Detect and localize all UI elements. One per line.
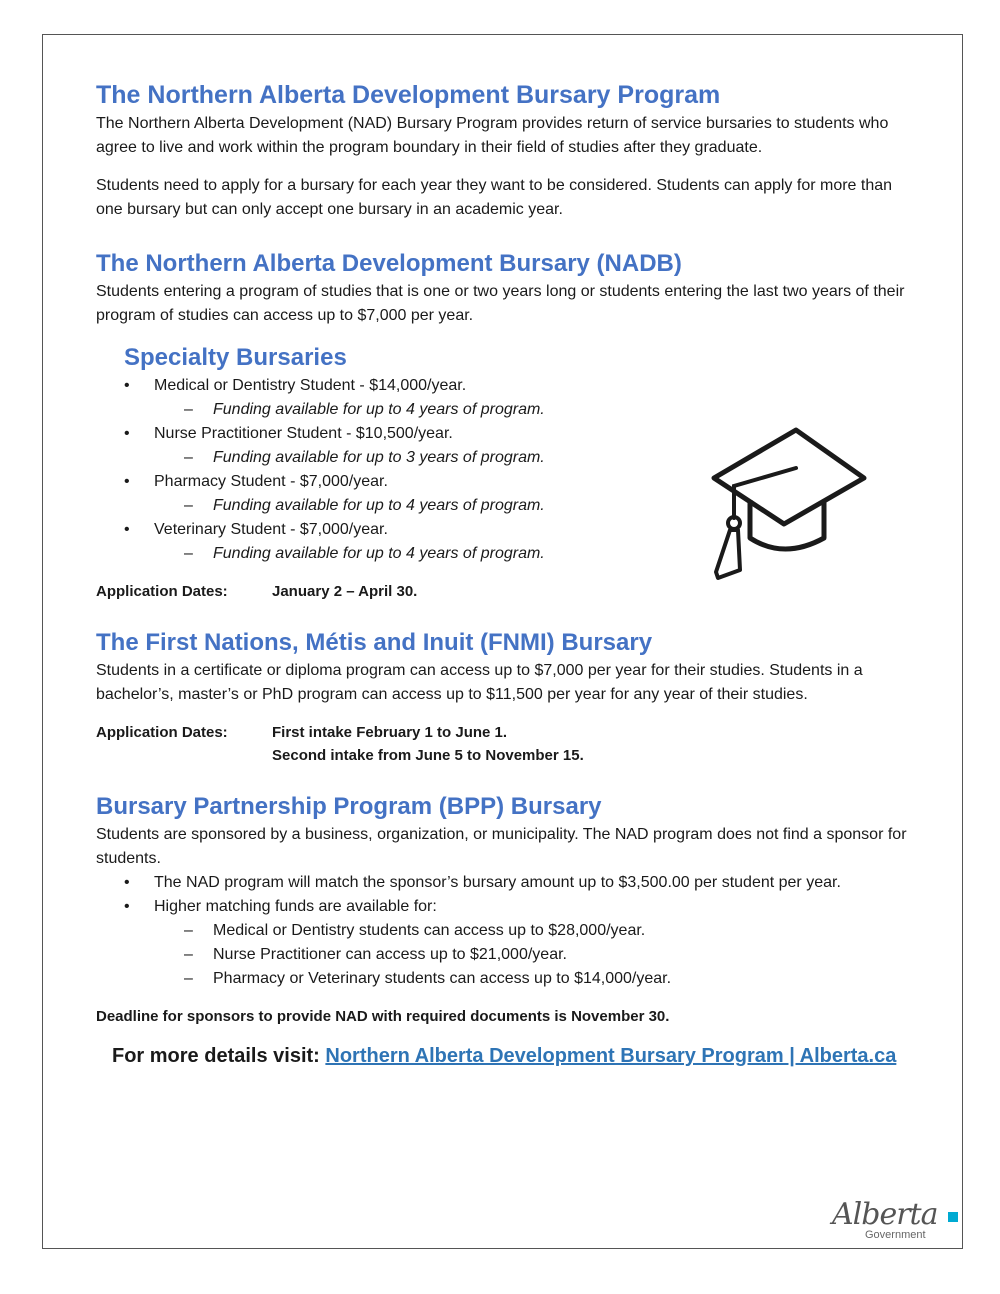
bullet-icon: • bbox=[124, 521, 130, 538]
list-subitem: – Medical or Dentistry students can access up to $28,000/year. bbox=[184, 922, 646, 939]
graduation-cap-icon bbox=[700, 420, 870, 590]
nadb-title: The Northern Alberta Development Bursary (NADB) bbox=[96, 250, 682, 277]
bpp-list bbox=[96, 871, 916, 919]
list-item: • Veterinary Student - $7,000/year. bbox=[96, 518, 916, 542]
fnmi-title: The First Nations, Métis and Inuit (FNMI) Bursary bbox=[96, 629, 653, 656]
list-subitem: – Funding available for up to 4 years of program. bbox=[184, 497, 545, 514]
nadb-description: Students entering a program of studies that is one or two years long or students entering the last two years of their program of studies can access up to $7,000 per year. bbox=[96, 283, 905, 324]
alberta-government-logo: Alberta Government bbox=[832, 1198, 962, 1244]
list-item: • Medical or Dentistry Student - $14,000/year. bbox=[96, 374, 916, 398]
specialty-title: Specialty Bursaries bbox=[124, 344, 347, 371]
details-link[interactable]: Northern Alberta Development Bursary Program | Alberta.ca bbox=[325, 1045, 897, 1067]
list-item: • Higher matching funds are available for: bbox=[96, 895, 916, 919]
bpp-deadline: Deadline for sponsors to provide NAD with required documents is November 30. bbox=[96, 1008, 670, 1025]
bullet-icon: • bbox=[124, 874, 130, 891]
bullet-icon: • bbox=[124, 473, 130, 490]
nadb-application-dates: Application Dates: January 2 – April 30. bbox=[96, 583, 418, 600]
bullet-icon: • bbox=[124, 377, 130, 394]
list-subitem: – Nurse Practitioner can access up to $21,000/year. bbox=[184, 946, 567, 963]
list-item: • Nurse Practitioner Student - $10,500/year. bbox=[96, 422, 916, 446]
list-subitem: – Funding available for up to 4 years of program. bbox=[184, 401, 545, 418]
bpp-title: Bursary Partnership Program (BPP) Bursary bbox=[96, 793, 602, 820]
specialty-header bbox=[96, 342, 916, 374]
list-subitem: – Funding available for up to 3 years of program. bbox=[184, 449, 545, 466]
list-subitem: – Funding available for up to 4 years of program. bbox=[184, 545, 545, 562]
bpp-description: Students are sponsored by a business, organization, or municipality. The NAD program does not find a sponsor for students. bbox=[96, 826, 907, 867]
program-apply-note: Students need to apply for a bursary for each year they want to be considered. Students can apply for more than one bursary but can only accept one bursary in an academic year. bbox=[96, 177, 893, 218]
more-details: For more details visit: Northern Alberta Development Bursary Program | Alberta.ca bbox=[112, 1045, 897, 1067]
bullet-icon: • bbox=[124, 898, 130, 915]
list-subitem: – Pharmacy or Veterinary students can access up to $14,000/year. bbox=[184, 970, 672, 987]
bullet-icon: • bbox=[124, 425, 130, 442]
list-item: • Pharmacy Student - $7,000/year. bbox=[96, 470, 916, 494]
list-item: • The NAD program will match the sponsor’s bursary amount up to $3,500.00 per student per year. bbox=[96, 871, 916, 895]
program-title: The Northern Alberta Development Bursary Program bbox=[96, 81, 721, 109]
fnmi-description: Students in a certificate or diploma program can access up to $7,000 per year for their studies. Students in a bachelor’s, master’s or PhD program can access up to $11,500 per year for any year of their studies. bbox=[96, 662, 863, 703]
logo-square bbox=[948, 1212, 958, 1222]
fnmi-application-dates: Application Dates: First intake February 1 to June 1. Second intake from June 5 to November 15. bbox=[96, 724, 584, 764]
program-intro: The Northern Alberta Development (NAD) Bursary Program provides return of service bursaries to students who agree to live and work within the program boundary in their field of studies after they graduate. bbox=[96, 115, 889, 156]
